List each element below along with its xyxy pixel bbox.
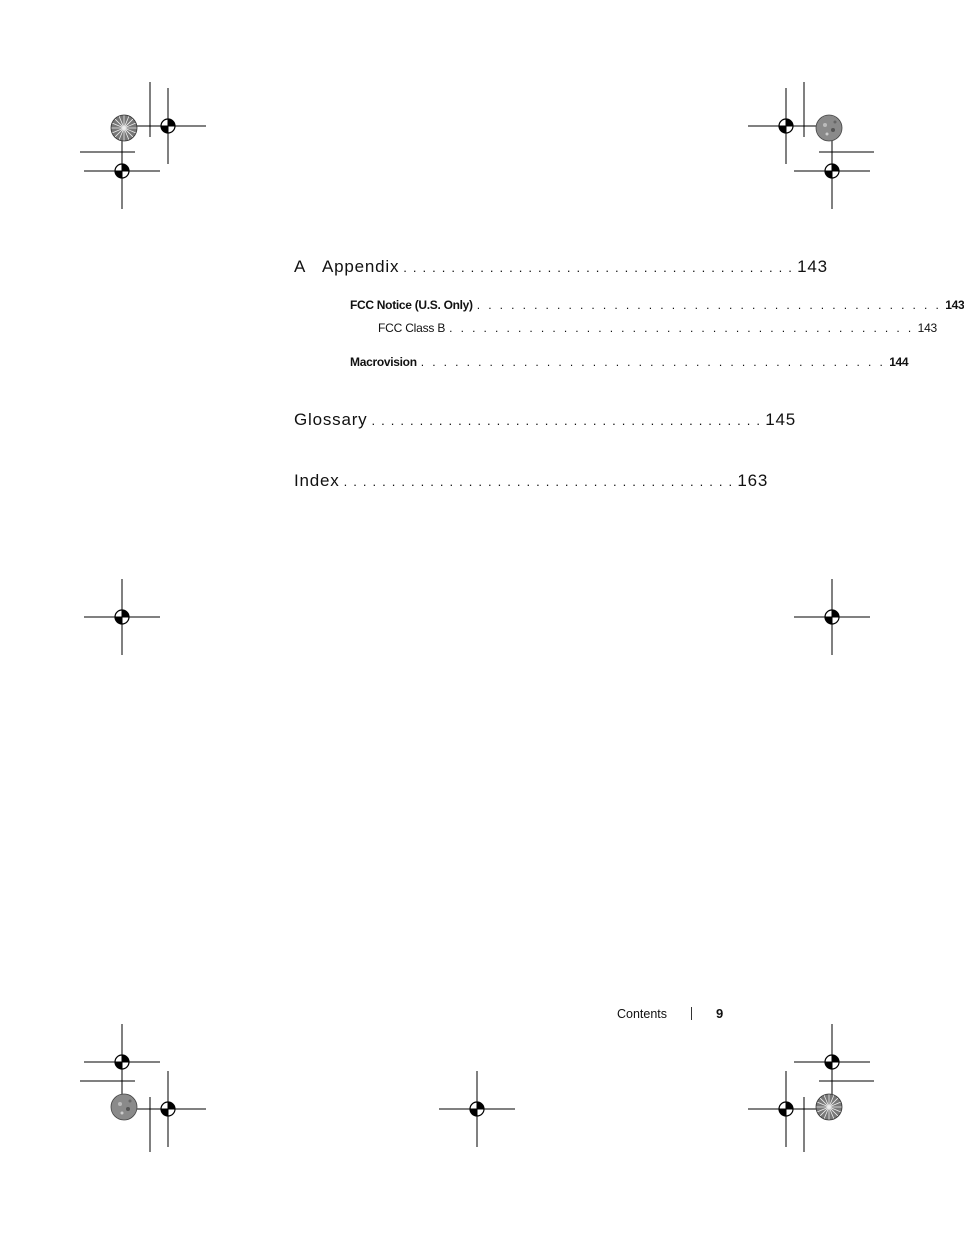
toc-entry-macrovision[interactable] bbox=[350, 355, 909, 369]
dot-leader: . . . . . . . . . . . . . . . . . . . . . . . . . . . . . . . . . . . . . . . . . bbox=[343, 474, 734, 489]
toc-label: FCC Class B bbox=[378, 321, 446, 335]
footer-section-title: Contents bbox=[617, 1006, 668, 1021]
toc-label: Macrovision bbox=[350, 355, 417, 369]
toc-entry-appendix[interactable] bbox=[294, 257, 828, 277]
toc-page: 143 bbox=[917, 321, 938, 335]
toc-entry-glossary[interactable] bbox=[294, 410, 797, 430]
toc-page: 145 bbox=[765, 410, 797, 429]
appendix-letter: A bbox=[294, 257, 307, 276]
toc-page: 144 bbox=[889, 355, 909, 369]
dot-leader: . . . . . . . . . . . . . . . . . . . . . . . . . . . . . . . . . . . . . . . . . bbox=[403, 260, 794, 275]
dot-leader: . . . . . . . . . . . . . . . . . . . . . . . . . . . . . . . . . . . . . . . . . bbox=[476, 298, 942, 312]
toc-page: 143 bbox=[945, 298, 964, 312]
toc-page: 143 bbox=[797, 257, 828, 276]
toc-label: Appendix bbox=[322, 257, 400, 276]
dot-leader: . . . . . . . . . . . . . . . . . . . . . . . . . . . . . . . . . . . . . . . . . bbox=[449, 321, 914, 335]
toc-entry-fcc-class-b[interactable] bbox=[378, 321, 938, 335]
toc-label: Index bbox=[294, 471, 340, 490]
toc-label: Glossary bbox=[294, 410, 368, 429]
dot-leader: . . . . . . . . . . . . . . . . . . . . . . . . . . . . . . . . . . . . . . . . . bbox=[371, 413, 762, 428]
page-footer bbox=[617, 1006, 723, 1021]
dot-leader: . . . . . . . . . . . . . . . . . . . . . . . . . . . . . . . . . . . . . . . . . bbox=[420, 355, 886, 369]
toc-entry-index[interactable] bbox=[294, 471, 769, 491]
page-number: 9 bbox=[716, 1006, 724, 1021]
toc-page: 163 bbox=[737, 471, 769, 490]
toc-entry-fcc-notice[interactable] bbox=[350, 298, 964, 312]
footer-divider bbox=[691, 1007, 692, 1020]
toc-label: FCC Notice (U.S. Only) bbox=[350, 298, 473, 312]
